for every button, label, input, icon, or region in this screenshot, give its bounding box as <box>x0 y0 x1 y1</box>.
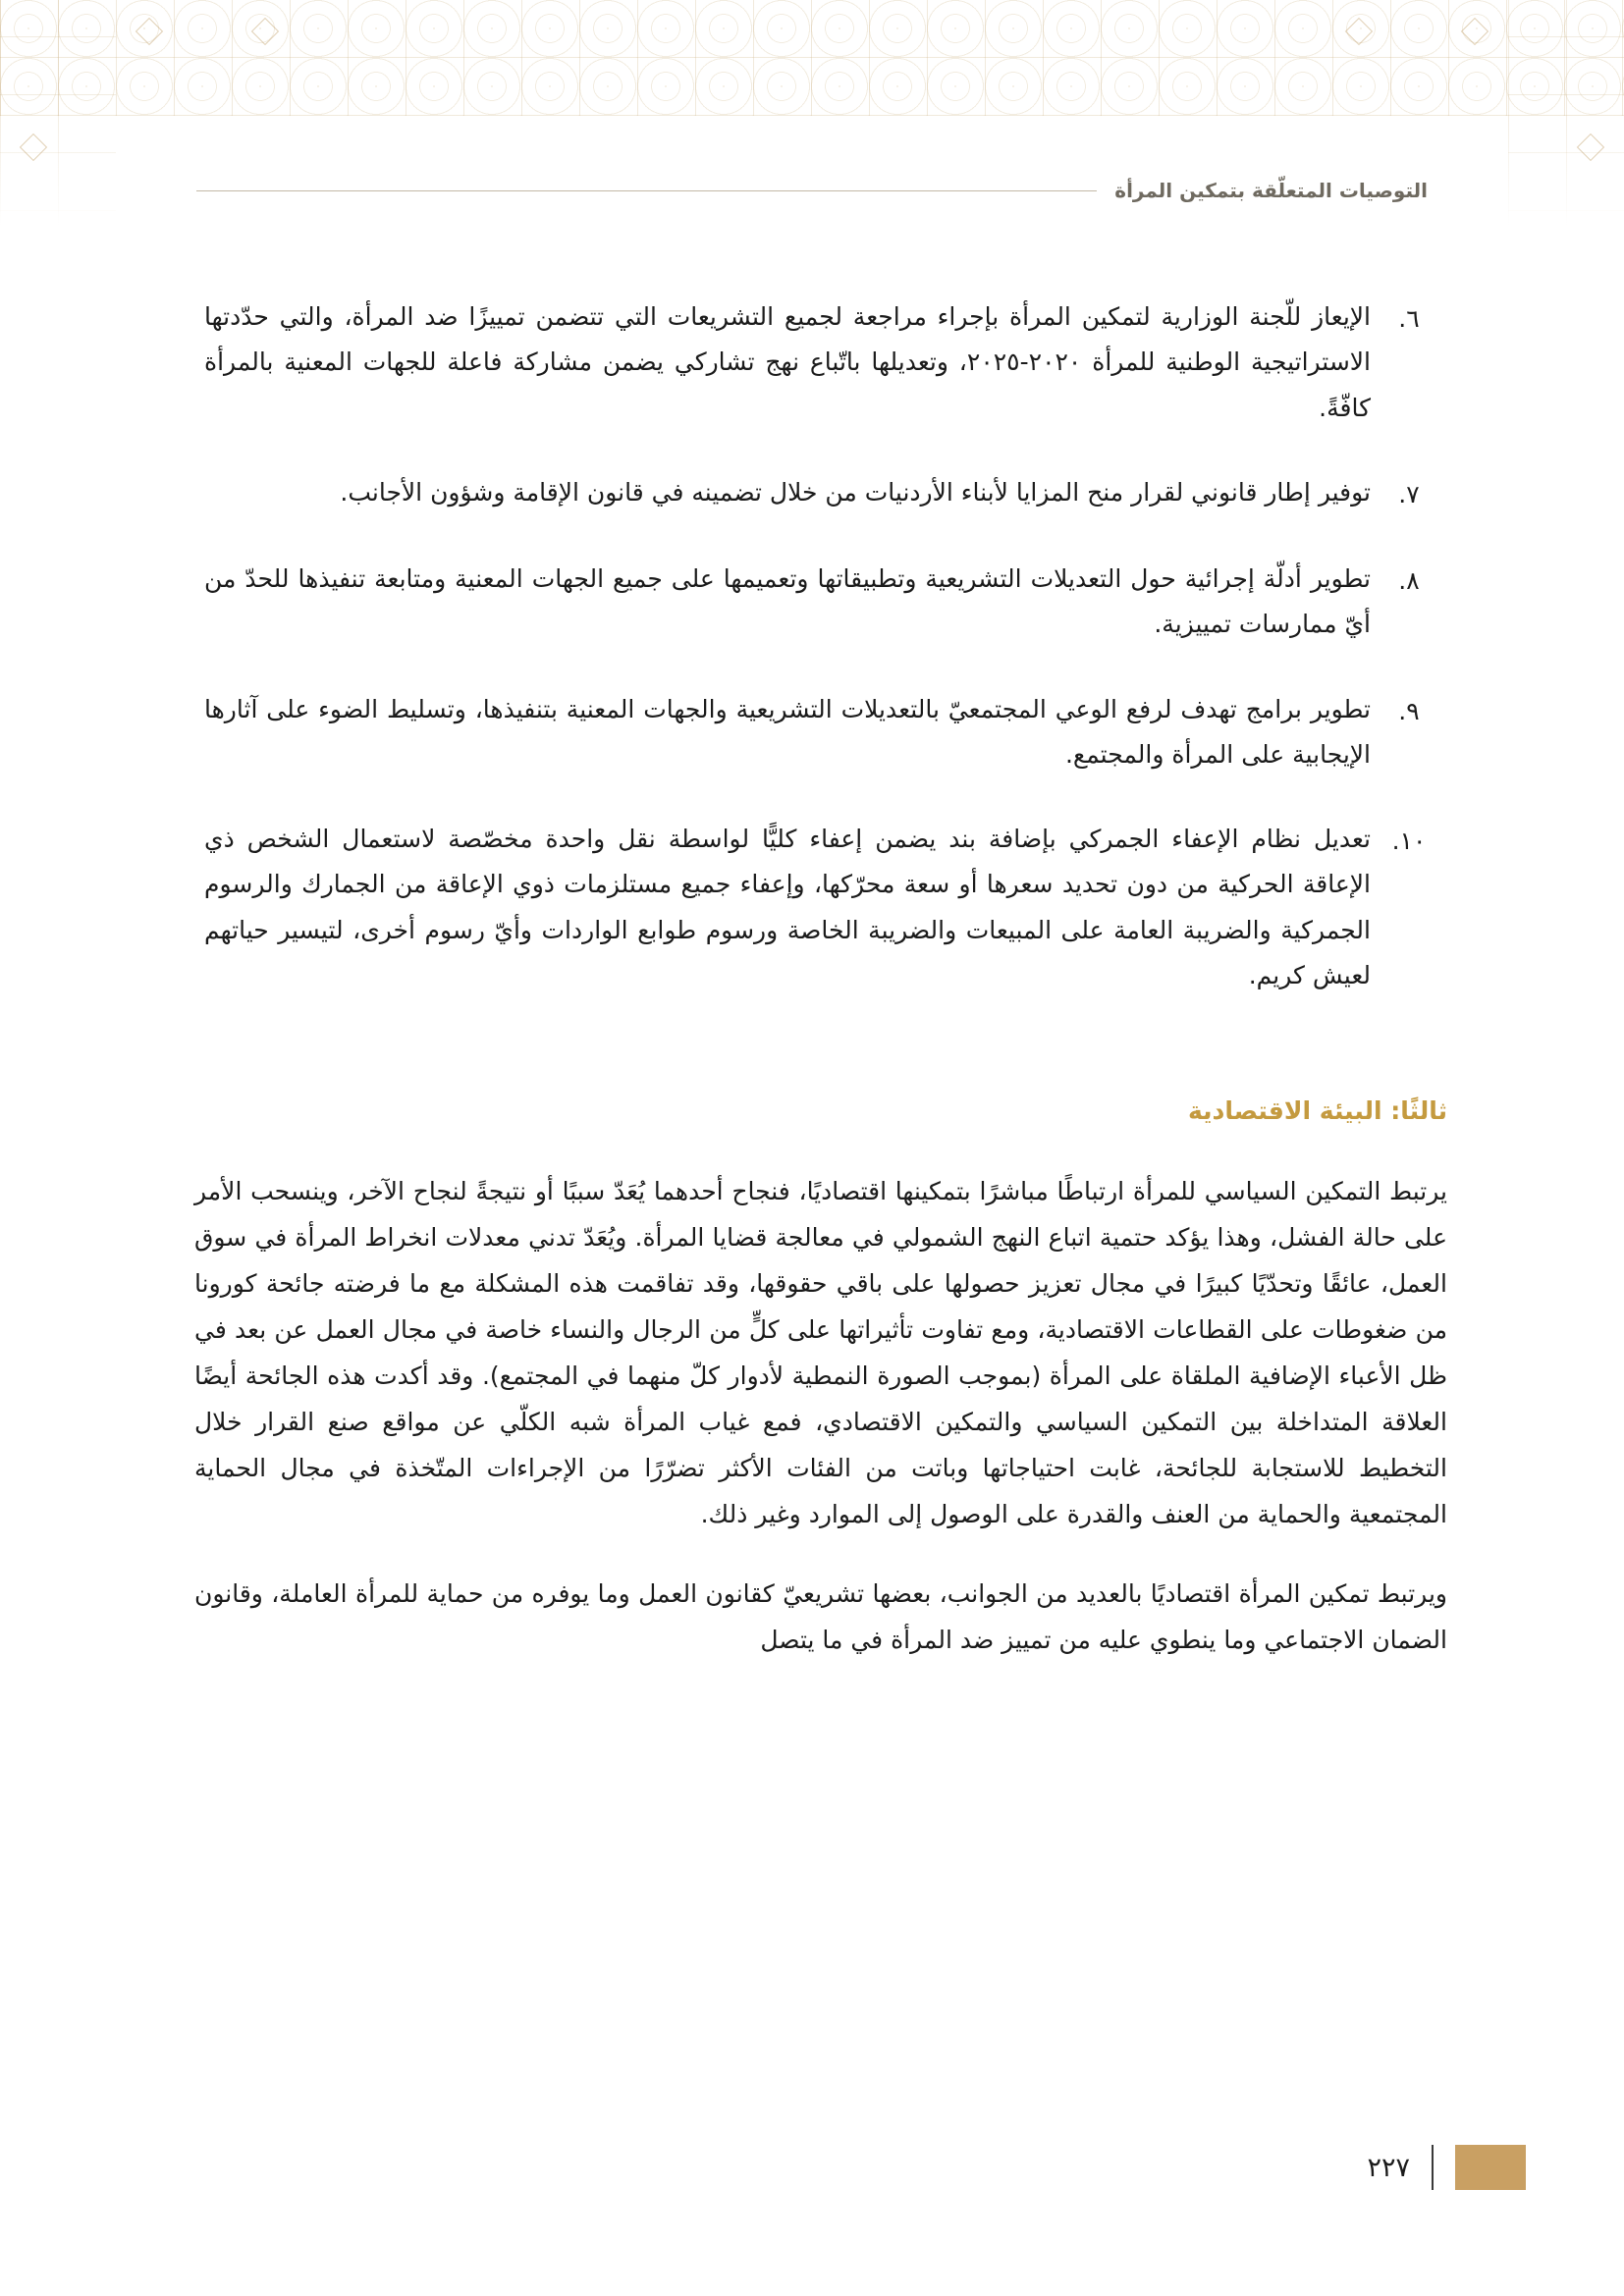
list-item <box>171 687 1447 778</box>
page-number: ٢٢٧ <box>1367 2152 1410 2183</box>
page-content <box>171 294 1447 1696</box>
list-item-number: ٧. <box>1398 479 1420 508</box>
list-item <box>171 557 1447 648</box>
recommendations-list <box>171 294 1447 998</box>
ornament-top-band <box>0 0 1624 116</box>
ornament-diamond-icon <box>1345 18 1373 45</box>
body-paragraph: يرتبط التمكين السياسي للمرأة ارتباطًا مباشرًا بتمكينها اقتصاديًا، فنجاح أحدهما يُعَدّ سببًا أو نتيجةً لنجاح الآخر، وينسحب الأمر على حالة الفشل، وهذا يؤكد حتمية اتباع النهج الشمولي في معالجة قضايا المرأة. ويُعَدّ تدني معدلات انخراط المرأة في سوق العمل، عائقًا وتحدّيًا كبيرًا في مجال تعزيز حصولها على باقي حقوقها، وقد تفاقمت هذه المشكلة مع ما فرضته جائحة كورونا من ضغوطات على القطاعات الاقتصادية، ومع تفاوت تأثيراتها على كلٍّ من الرجال والنساء خاصة في مجال العمل عن بعد في ظل الأعباء الإضافية الملقاة على المرأة (بموجب الصورة النمطية لأدوار كلّ منهما في المجتمع). وقد أكدت هذه الجائحة أيضًا العلاقة المتداخلة بين التمكين السياسي والتمكين الاقتصادي، فمع غياب المرأة شبه الكلّي عن مواقع صنع القرار خلال التخطيط للاستجابة للجائحة، غابت احتياجاتها وباتت من الفئات الأكثر تضرّرًا من الإجراءات المتّخذة في مجال الحماية المجتمعية والحماية من العنف والقدرة على الوصول إلى الموارد وغير ذلك. <box>194 1177 1447 1528</box>
ornament-diamond-icon <box>1577 133 1604 161</box>
list-item <box>171 817 1447 998</box>
footer-divider <box>1432 2145 1434 2190</box>
list-item-text: تطوير أدلّة إجرائية حول التعديلات التشريعية وتطبيقاتها وتعميمها على جميع الجهات المعنية ومتابعة تنفيذها للحدّ من أيّ ممارسات تمييزية. <box>204 564 1371 639</box>
list-item <box>171 294 1447 431</box>
list-item-text: توفير إطار قانوني لقرار منح المزايا لأبناء الأردنيات من خلال تضمينه في قانون الإقامة وشؤون الأجانب. <box>340 477 1371 507</box>
list-item-number: ٩. <box>1398 696 1420 725</box>
list-item-number: ١٠. <box>1391 827 1427 855</box>
ornament-diamond-icon <box>135 18 163 45</box>
ornament-right-band <box>1508 0 1624 2296</box>
list-item-text: تعديل نظام الإعفاء الجمركي بإضافة بند يضمن إعفاء كليًّا لواسطة نقل واحدة مخصّصة لاستعمال الشخص ذي الإعاقة الحركية من دون تحديد سعرها أو سعة محرّكها، وإعفاء جميع مستلزمات ذوي الإعاقة من الجمارك والرسوم الجمركية والضريبة العامة على المبيعات والضريبة الخاصة ورسوم طوابع الواردات وأيّ رسوم أخرى، لتيسير حياتهم لعيش كريم. <box>204 825 1371 989</box>
body-paragraph: ويرتبط تمكين المرأة اقتصاديًا بالعديد من الجوانب، بعضها تشريعيّ كقانون العمل وما يوفره من حماية للمرأة العاملة، وقانون الضمان الاجتماعي وما ينطوي عليه من تمييز ضد المرأة في ما يتصل <box>194 1579 1447 1654</box>
ornament-left-band <box>0 0 116 2296</box>
list-item-number: ٦. <box>1398 304 1420 333</box>
list-item <box>171 470 1447 517</box>
ornament-diamond-icon <box>20 133 47 161</box>
running-header <box>196 179 1428 202</box>
footer-color-swatch <box>1455 2145 1526 2190</box>
ornament-diamond-icon <box>1461 18 1489 45</box>
page-footer <box>1367 2145 1526 2190</box>
ornament-diamond-icon <box>251 18 279 45</box>
section-heading: ثالثًا: البيئة الاقتصادية <box>1187 1096 1447 1125</box>
running-header-rule <box>196 190 1097 191</box>
list-item-text: تطوير برامج تهدف لرفع الوعي المجتمعيّ بالتعديلات التشريعية والجهات المعنية بتنفيذها، وتسليط الضوء على آثارها الإيجابية على المرأة والمجتمع. <box>204 694 1371 769</box>
running-header-title: التوصيات المتعلّقة بتمكين المرأة <box>1114 179 1428 202</box>
list-item-text: الإيعاز للّجنة الوزارية لتمكين المرأة بإجراء مراجعة لجميع التشريعات التي تتضمن تمييزًا ضد المرأة، والتي حدّدتها الاستراتيجية الوطنية للمرأة ٢٠٢٠-٢٠٢٥، وتعديلها باتّباع نهج تشاركي يضمن مشاركة فاعلة للجهات المعنية بالمرأة كافّةً. <box>204 302 1372 422</box>
list-item-number: ٨. <box>1398 566 1420 595</box>
